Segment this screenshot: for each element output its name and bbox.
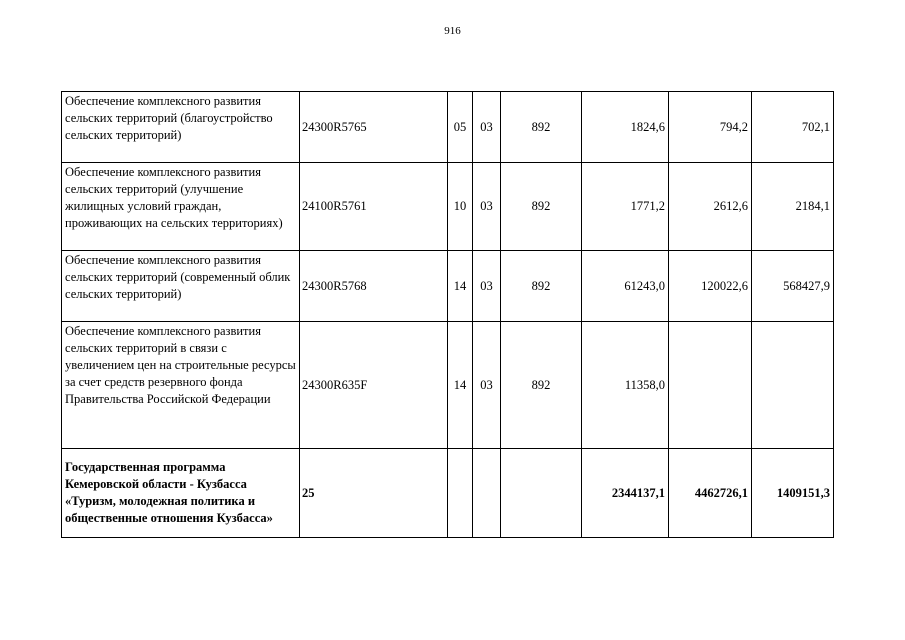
program-name-cell: Обеспечение комплексного развития сельских территорий (благоустройство сельских территорий) [62, 92, 300, 163]
program-name-cell: Государственная программа Кемеровской области - Кузбасса «Туризм, молодежная политика и общественные отношения Кузбасса» [62, 449, 300, 538]
amount-year3-cell [752, 322, 834, 449]
amount-year2-cell [669, 322, 752, 449]
expense-type-cell: 892 [501, 163, 582, 251]
section-cell: 14 [448, 322, 473, 449]
subsection-cell: 03 [473, 251, 501, 322]
expense-type-cell [501, 449, 582, 538]
section-cell [448, 449, 473, 538]
amount-year1-cell: 2344137,1 [582, 449, 669, 538]
target-code-cell: 24300R635F [300, 322, 448, 449]
amount-year1-cell: 1824,6 [582, 92, 669, 163]
program-name-cell: Обеспечение комплексного развития сельских территорий в связи с увеличением цен на строительные ресурсы за счет средств резервного фонда Правительства Российской Федерации [62, 322, 300, 449]
table-row-total [62, 449, 834, 538]
amount-year3-cell: 702,1 [752, 92, 834, 163]
amount-year2-cell: 794,2 [669, 92, 752, 163]
page-number: 916 [444, 25, 461, 37]
section-cell: 10 [448, 163, 473, 251]
subsection-cell: 03 [473, 322, 501, 449]
amount-year2-cell: 4462726,1 [669, 449, 752, 538]
subsection-cell: 03 [473, 92, 501, 163]
amount-year1-cell: 1771,2 [582, 163, 669, 251]
budget-table [61, 91, 834, 538]
amount-year1-cell: 61243,0 [582, 251, 669, 322]
amount-year3-cell: 1409151,3 [752, 449, 834, 538]
target-code-cell: 25 [300, 449, 448, 538]
amount-year3-cell: 568427,9 [752, 251, 834, 322]
amount-year3-cell: 2184,1 [752, 163, 834, 251]
subsection-cell: 03 [473, 163, 501, 251]
expense-type-cell: 892 [501, 92, 582, 163]
section-cell: 14 [448, 251, 473, 322]
amount-year1-cell: 11358,0 [582, 322, 669, 449]
expense-type-cell: 892 [501, 251, 582, 322]
expense-type-cell: 892 [501, 322, 582, 449]
table-row [62, 92, 834, 163]
table-row [62, 322, 834, 449]
section-cell: 05 [448, 92, 473, 163]
program-name-cell: Обеспечение комплексного развития сельских территорий (современный облик сельских территорий) [62, 251, 300, 322]
table-row [62, 163, 834, 251]
amount-year2-cell: 2612,6 [669, 163, 752, 251]
amount-year2-cell: 120022,6 [669, 251, 752, 322]
table-row [62, 251, 834, 322]
target-code-cell: 24300R5768 [300, 251, 448, 322]
target-code-cell: 24100R5761 [300, 163, 448, 251]
target-code-cell: 24300R5765 [300, 92, 448, 163]
program-name-cell: Обеспечение комплексного развития сельских территорий (улучшение жилищных условий граждан, проживающих на сельских территориях) [62, 163, 300, 251]
subsection-cell [473, 449, 501, 538]
